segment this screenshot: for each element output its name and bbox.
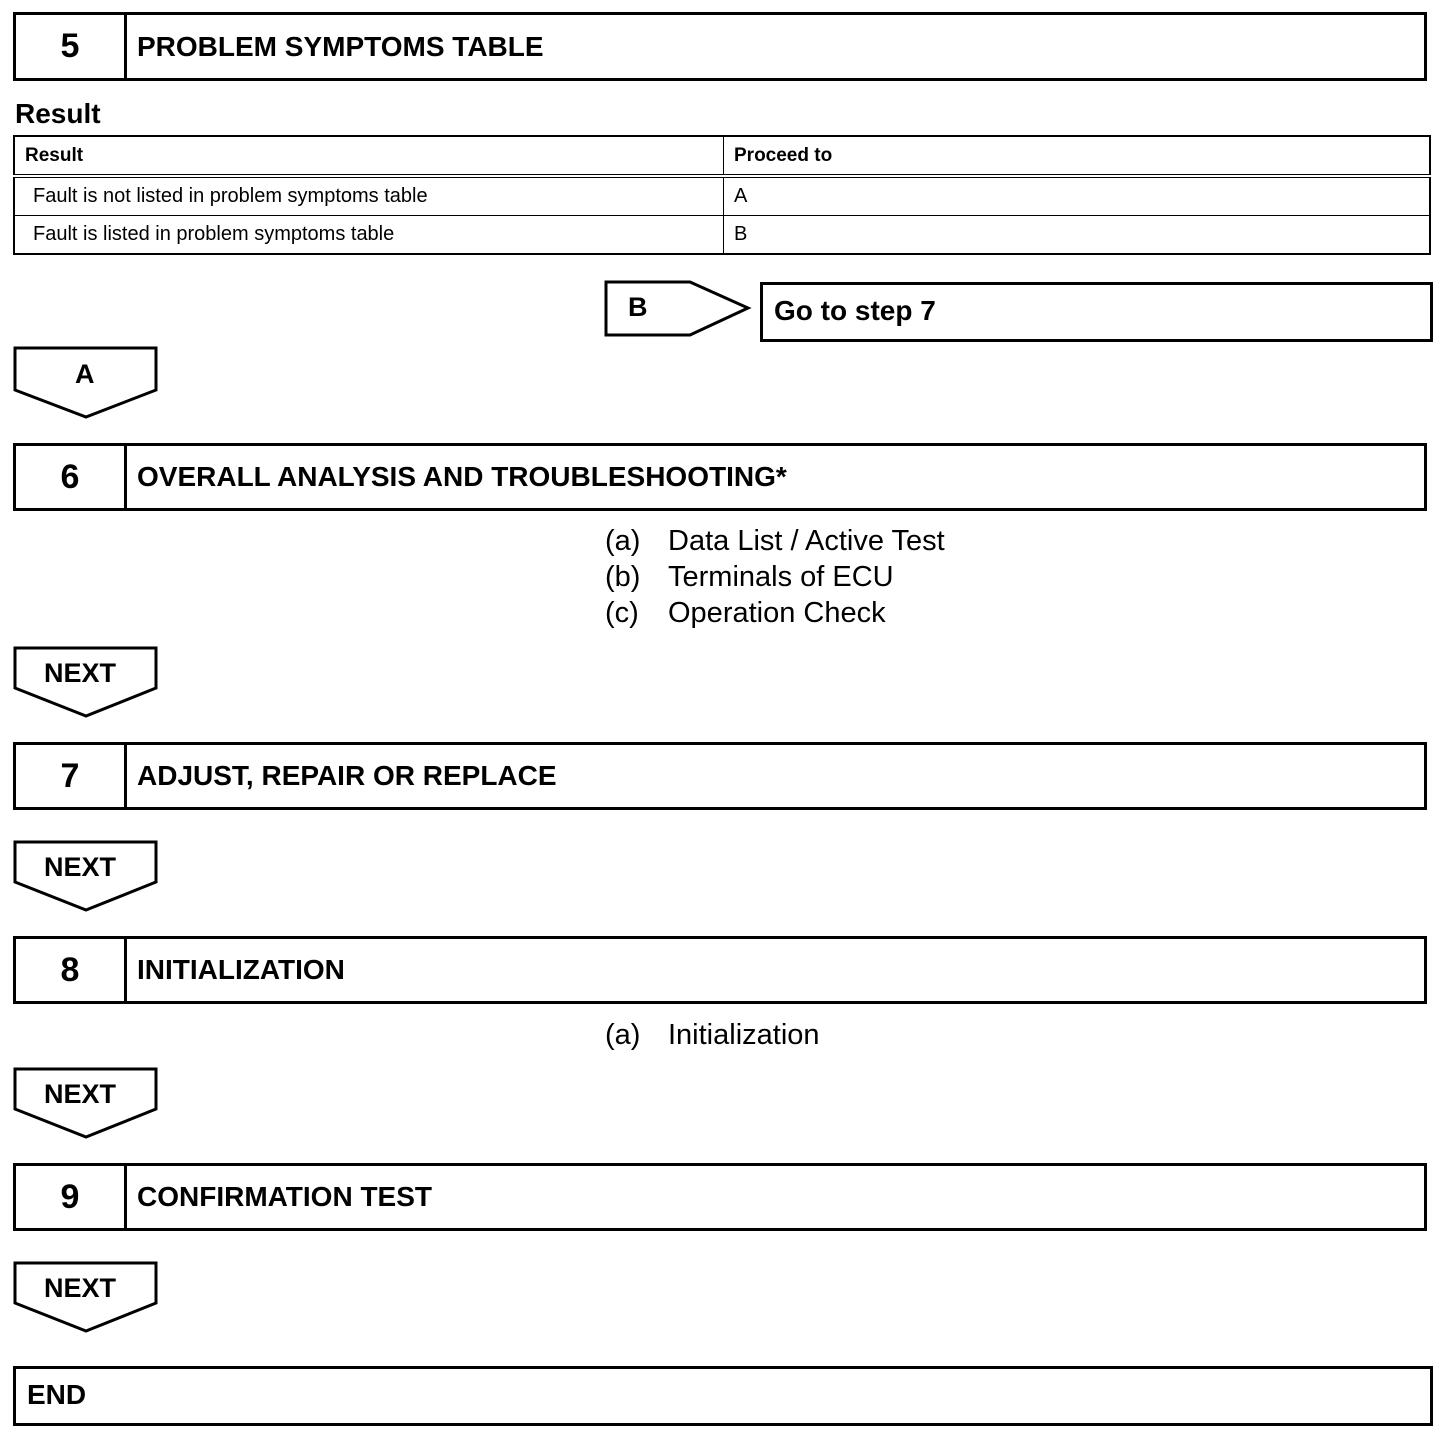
item-label: (c) [605,597,639,629]
branch-label: A [75,359,95,389]
step-number: 9 [16,1166,127,1228]
item-link[interactable]: Data List / Active Test [668,525,945,557]
item-link[interactable]: Initialization [668,1019,820,1051]
item-label: (b) [605,561,641,593]
step-number: 6 [16,446,127,508]
step-number: 5 [16,15,127,78]
next-arrow[interactable] [13,646,159,720]
step-title: PROBLEM SYMPTOMS TABLE [137,30,544,62]
step-title: ADJUST, REPAIR OR REPLACE [137,760,557,791]
item-label: (a) [605,1019,641,1051]
step-title: INITIALIZATION [137,954,345,985]
right-arrow-icon [604,280,752,338]
next-label: NEXT [44,658,117,688]
step-5-header [13,12,1427,81]
step-title: OVERALL ANALYSIS AND TROUBLESHOOTING* [137,461,787,492]
branch-label: B [628,292,648,322]
next-label: NEXT [44,852,117,882]
item-label: (a) [605,525,641,557]
branch-b-arrow[interactable] [604,280,752,338]
result-table [13,135,1431,255]
result-heading: Result [15,98,101,129]
table-cell: A [724,176,1431,216]
step-7-header [13,742,1427,810]
step-8-header [13,936,1427,1004]
table-row [14,176,1430,216]
step-title: CONFIRMATION TEST [137,1181,433,1212]
table-row [14,216,1430,255]
column-header: Result [14,136,724,176]
go-to-step-box [760,282,1433,342]
next-label: NEXT [44,1079,117,1109]
step-number: 7 [16,745,127,807]
table-cell: B [724,216,1431,255]
go-to-step-text: Go to step 7 [774,295,936,326]
table-cell: Fault is listed in problem symptoms table [14,216,724,255]
branch-a-arrow[interactable] [13,346,159,420]
step-number: 8 [16,939,127,1001]
next-arrow[interactable] [13,840,159,914]
item-link[interactable]: Operation Check [668,597,886,629]
list-item [605,1019,820,1052]
list-item [605,597,886,630]
list-item [605,525,945,558]
end-box [13,1366,1433,1426]
end-label: END [27,1379,87,1410]
step-6-header [13,443,1427,511]
step-9-header [13,1163,1427,1231]
next-arrow[interactable] [13,1067,159,1141]
table-header-row [14,136,1430,176]
list-item [605,561,894,594]
column-header: Proceed to [724,136,1431,176]
next-label: NEXT [44,1273,117,1303]
item-link[interactable]: Terminals of ECU [668,561,894,593]
next-arrow[interactable] [13,1261,159,1335]
table-cell: Fault is not listed in problem symptoms table [14,176,724,216]
